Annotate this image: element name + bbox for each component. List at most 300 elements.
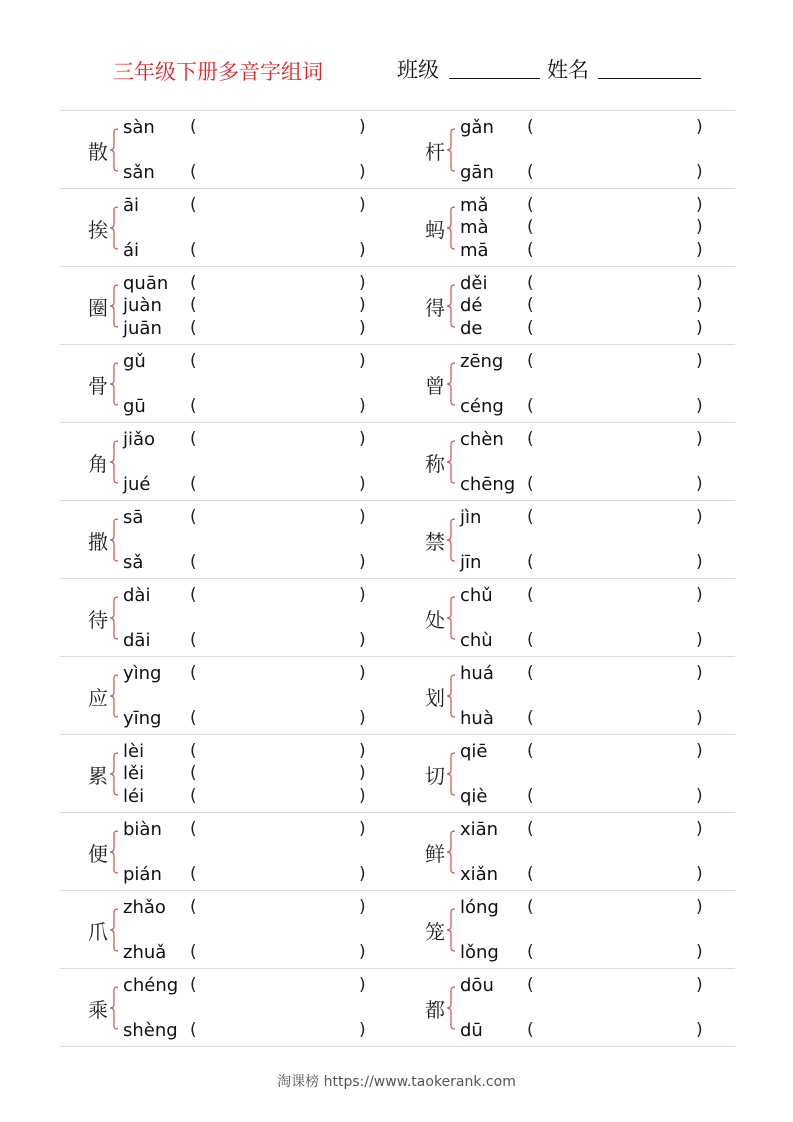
hanzi-character: 称 (425, 452, 445, 476)
answer-open-paren[interactable]: ( (190, 975, 197, 995)
pinyin-label: dū (460, 1020, 483, 1041)
hanzi-character: 笼 (425, 920, 445, 944)
reading-line (460, 786, 705, 808)
pinyin-label: dài (123, 585, 151, 606)
pinyin-label: de (460, 318, 483, 339)
hanzi-character: 杆 (425, 140, 445, 164)
polyphone-entry (60, 267, 397, 344)
brace-icon (446, 752, 456, 796)
brace-icon (109, 128, 119, 172)
pinyin-label: zhuǎ (123, 942, 167, 963)
polyphone-entry (397, 579, 735, 656)
pinyin-label: shèng (123, 1020, 178, 1041)
answer-open-paren[interactable]: ( (527, 162, 534, 182)
answer-close-paren[interactable]: ) (359, 942, 366, 962)
answer-close-paren[interactable]: ) (359, 507, 366, 527)
answer-open-paren[interactable]: ( (527, 396, 534, 416)
answer-close-paren[interactable]: ) (359, 763, 366, 783)
brace-icon (446, 206, 456, 250)
answer-close-paren[interactable]: ) (359, 663, 366, 683)
brace-icon (109, 518, 119, 562)
grid-row (60, 579, 735, 657)
answer-close-paren[interactable]: ) (696, 975, 703, 995)
pinyin-label: jìn (460, 507, 482, 528)
reading-line (460, 396, 705, 418)
reading-line (460, 897, 705, 919)
reading-line (460, 585, 705, 607)
answer-close-paren[interactable]: ) (359, 117, 366, 137)
reading-line (123, 552, 368, 574)
pinyin-label: chèn (460, 429, 504, 450)
answer-close-paren[interactable]: ) (696, 741, 703, 761)
polyphone-entry (60, 423, 397, 500)
brace-icon (446, 440, 456, 484)
polyphone-entry (60, 501, 397, 578)
reading-line (123, 295, 368, 317)
answer-close-paren[interactable]: ) (696, 318, 703, 338)
worksheet-title: 三年级下册多音字组词 (113, 60, 323, 84)
hanzi-character: 划 (425, 686, 445, 710)
polyphone-entry (60, 969, 397, 1046)
answer-open-paren[interactable]: ( (527, 474, 534, 494)
answer-open-paren[interactable]: ( (190, 429, 197, 449)
reading-line (460, 429, 705, 451)
polyphone-entry (397, 111, 735, 188)
answer-close-paren[interactable]: ) (359, 295, 366, 315)
pinyin-label: āi (123, 195, 140, 216)
hanzi-character: 累 (88, 764, 108, 788)
answer-open-paren[interactable]: ( (190, 318, 197, 338)
reading-line (460, 507, 705, 529)
brace-icon (109, 440, 119, 484)
answer-close-paren[interactable]: ) (696, 552, 703, 572)
pinyin-label: céng (460, 396, 504, 417)
answer-open-paren[interactable]: ( (527, 507, 534, 527)
polyphone-entry (60, 345, 397, 422)
reading-line (123, 786, 368, 808)
answer-close-paren[interactable]: ) (359, 741, 366, 761)
brace-icon (446, 518, 456, 562)
answer-close-paren[interactable]: ) (359, 474, 366, 494)
pinyin-label: yīng (123, 708, 162, 729)
pinyin-label: qiē (460, 741, 488, 762)
answer-open-paren[interactable]: ( (190, 630, 197, 650)
pinyin-label: huà (460, 708, 494, 729)
reading-line (460, 975, 705, 997)
pinyin-label: lóng (460, 897, 499, 918)
answer-open-paren[interactable]: ( (527, 708, 534, 728)
answer-open-paren[interactable]: ( (190, 474, 197, 494)
reading-line (123, 351, 368, 373)
polyphone-entry (60, 657, 397, 734)
polyphone-entry (397, 891, 735, 968)
answer-open-paren[interactable]: ( (190, 1020, 197, 1040)
pinyin-label: juàn (123, 295, 162, 316)
brace-icon (446, 986, 456, 1030)
answer-open-paren[interactable]: ( (527, 195, 534, 215)
grid-row (60, 969, 735, 1047)
polyphone-entry (60, 579, 397, 656)
reading-line (123, 429, 368, 451)
hanzi-character: 禁 (425, 530, 445, 554)
pinyin-label: mā (460, 240, 489, 261)
reading-line (123, 1020, 368, 1042)
polyphone-entry (397, 813, 735, 890)
answer-close-paren[interactable]: ) (696, 585, 703, 605)
pinyin-label: xiān (460, 819, 499, 840)
brace-icon (109, 206, 119, 250)
polyphone-grid (60, 110, 735, 1047)
hanzi-character: 待 (88, 608, 108, 632)
reading-line (123, 585, 368, 607)
answer-close-paren[interactable]: ) (696, 630, 703, 650)
reading-line (460, 351, 705, 373)
hanzi-character: 切 (425, 764, 445, 788)
answer-open-paren[interactable]: ( (527, 975, 534, 995)
answer-open-paren[interactable]: ( (190, 819, 197, 839)
reading-line (460, 819, 705, 841)
pinyin-label: dé (460, 295, 483, 316)
brace-icon (446, 362, 456, 406)
pinyin-label: lǒng (460, 942, 499, 963)
reading-line (460, 318, 705, 340)
reading-line (123, 474, 368, 496)
polyphone-entry (60, 891, 397, 968)
reading-line (460, 663, 705, 685)
answer-close-paren[interactable]: ) (696, 942, 703, 962)
answer-open-paren[interactable]: ( (190, 117, 197, 137)
pinyin-label: lěi (123, 763, 145, 784)
reading-line (460, 708, 705, 730)
answer-open-paren[interactable]: ( (527, 318, 534, 338)
reading-line (123, 708, 368, 730)
brace-icon (109, 752, 119, 796)
pinyin-label: xiǎn (460, 864, 499, 885)
answer-close-paren[interactable]: ) (696, 217, 703, 237)
grid-row (60, 735, 735, 813)
answer-close-paren[interactable]: ) (696, 663, 703, 683)
pinyin-label: sǎn (123, 162, 155, 183)
answer-close-paren[interactable]: ) (359, 162, 366, 182)
name-label: 姓名 (547, 58, 589, 82)
answer-close-paren[interactable]: ) (696, 162, 703, 182)
answer-open-paren[interactable]: ( (190, 663, 197, 683)
answer-close-paren[interactable]: ) (359, 429, 366, 449)
answer-open-paren[interactable]: ( (527, 273, 534, 293)
brace-icon (109, 596, 119, 640)
answer-open-paren[interactable]: ( (190, 786, 197, 806)
answer-open-paren[interactable]: ( (190, 864, 197, 884)
answer-close-paren[interactable]: ) (359, 708, 366, 728)
answer-open-paren[interactable]: ( (527, 897, 534, 917)
reading-line (123, 975, 368, 997)
pinyin-label: huá (460, 663, 494, 684)
brace-icon (109, 362, 119, 406)
pinyin-label: ái (123, 240, 140, 261)
reading-line (123, 273, 368, 295)
polyphone-entry (60, 111, 397, 188)
polyphone-entry (397, 189, 735, 266)
hanzi-character: 散 (88, 140, 108, 164)
answer-open-paren[interactable]: ( (190, 396, 197, 416)
pinyin-label: qiè (460, 786, 488, 807)
pinyin-label: gǎn (460, 117, 494, 138)
brace-icon (109, 674, 119, 718)
pinyin-label: dōu (460, 975, 494, 996)
hanzi-character: 处 (425, 608, 445, 632)
reading-line (123, 240, 368, 262)
answer-open-paren[interactable]: ( (190, 708, 197, 728)
hanzi-character: 鲜 (425, 842, 445, 866)
pinyin-label: děi (460, 273, 488, 294)
answer-close-paren[interactable]: ) (696, 295, 703, 315)
brace-icon (446, 284, 456, 328)
answer-open-paren[interactable]: ( (527, 585, 534, 605)
polyphone-entry (397, 423, 735, 500)
answer-open-paren[interactable]: ( (527, 741, 534, 761)
polyphone-entry (397, 267, 735, 344)
class-label: 班级 (397, 58, 439, 82)
reading-line (123, 763, 368, 785)
answer-close-paren[interactable]: ) (696, 507, 703, 527)
answer-open-paren[interactable]: ( (527, 351, 534, 371)
pinyin-label: lèi (123, 741, 145, 762)
grid-row (60, 501, 735, 579)
answer-close-paren[interactable]: ) (696, 273, 703, 293)
answer-open-paren[interactable]: ( (527, 630, 534, 650)
answer-close-paren[interactable]: ) (696, 429, 703, 449)
polyphone-entry (60, 189, 397, 266)
answer-open-paren[interactable]: ( (527, 819, 534, 839)
grid-row (60, 111, 735, 189)
reading-line (460, 162, 705, 184)
pinyin-label: chéng (123, 975, 179, 996)
pinyin-label: mà (460, 217, 489, 238)
brace-icon (109, 986, 119, 1030)
answer-close-paren[interactable]: ) (696, 708, 703, 728)
reading-line (460, 217, 705, 239)
pinyin-label: dāi (123, 630, 151, 651)
pinyin-label: jué (123, 474, 151, 495)
pinyin-label: chēng (460, 474, 516, 495)
answer-close-paren[interactable]: ) (696, 474, 703, 494)
polyphone-entry (60, 735, 397, 812)
answer-close-paren[interactable]: ) (696, 396, 703, 416)
reading-line (123, 117, 368, 139)
answer-close-paren[interactable]: ) (696, 117, 703, 137)
pinyin-label: yìng (123, 663, 162, 684)
reading-line (460, 942, 705, 964)
pinyin-label: gǔ (123, 351, 146, 372)
reading-line (460, 864, 705, 886)
answer-open-paren[interactable]: ( (527, 429, 534, 449)
hanzi-character: 撒 (88, 530, 108, 554)
answer-close-paren[interactable]: ) (696, 864, 703, 884)
brace-icon (446, 908, 456, 952)
hanzi-character: 爪 (88, 920, 108, 944)
brace-icon (109, 284, 119, 328)
reading-line (123, 630, 368, 652)
answer-open-paren[interactable]: ( (190, 295, 197, 315)
pinyin-label: juān (123, 318, 162, 339)
answer-open-paren[interactable]: ( (190, 273, 197, 293)
reading-line (123, 741, 368, 763)
brace-icon (446, 830, 456, 874)
hanzi-character: 都 (425, 998, 445, 1022)
answer-close-paren[interactable]: ) (359, 864, 366, 884)
hanzi-character: 得 (425, 296, 445, 320)
answer-open-paren[interactable]: ( (190, 195, 197, 215)
reading-line (123, 819, 368, 841)
name-blank[interactable] (598, 78, 701, 79)
brace-icon (446, 596, 456, 640)
answer-close-paren[interactable]: ) (359, 786, 366, 806)
answer-open-paren[interactable]: ( (190, 763, 197, 783)
answer-open-paren[interactable]: ( (190, 240, 197, 260)
grid-row (60, 657, 735, 735)
pinyin-label: chǔ (460, 585, 493, 606)
reading-line (123, 507, 368, 529)
pinyin-label: sàn (123, 117, 155, 138)
brace-icon (446, 674, 456, 718)
pinyin-label: pián (123, 864, 162, 885)
reading-line (460, 474, 705, 496)
grid-row (60, 891, 735, 969)
answer-close-paren[interactable]: ) (696, 786, 703, 806)
hanzi-character: 应 (88, 686, 108, 710)
answer-close-paren[interactable]: ) (696, 195, 703, 215)
reading-line (123, 195, 368, 217)
brace-icon (109, 830, 119, 874)
answer-close-paren[interactable]: ) (359, 396, 366, 416)
reading-line (123, 897, 368, 919)
pinyin-label: mǎ (460, 195, 489, 216)
reading-line (460, 240, 705, 262)
answer-open-paren[interactable]: ( (527, 295, 534, 315)
answer-open-paren[interactable]: ( (527, 552, 534, 572)
answer-open-paren[interactable]: ( (190, 585, 197, 605)
answer-close-paren[interactable]: ) (359, 585, 366, 605)
grid-row (60, 813, 735, 891)
answer-open-paren[interactable]: ( (190, 942, 197, 962)
hanzi-character: 蚂 (425, 218, 445, 242)
answer-open-paren[interactable]: ( (527, 786, 534, 806)
answer-open-paren[interactable]: ( (527, 663, 534, 683)
reading-line (123, 864, 368, 886)
reading-line (460, 741, 705, 763)
pinyin-label: zēng (460, 351, 504, 372)
brace-icon (446, 128, 456, 172)
answer-open-paren[interactable]: ( (527, 117, 534, 137)
answer-open-paren[interactable]: ( (527, 217, 534, 237)
reading-line (123, 162, 368, 184)
answer-open-paren[interactable]: ( (190, 351, 197, 371)
pinyin-label: zhǎo (123, 897, 166, 918)
brace-icon (109, 908, 119, 952)
reading-line (460, 195, 705, 217)
answer-close-paren[interactable]: ) (359, 552, 366, 572)
pinyin-label: léi (123, 786, 145, 807)
polyphone-entry (60, 813, 397, 890)
pinyin-label: jīn (460, 552, 482, 573)
pinyin-label: quān (123, 273, 169, 294)
pinyin-label: biàn (123, 819, 162, 840)
answer-close-paren[interactable]: ) (359, 1020, 366, 1040)
answer-close-paren[interactable]: ) (696, 819, 703, 839)
answer-open-paren[interactable]: ( (527, 864, 534, 884)
answer-close-paren[interactable]: ) (359, 975, 366, 995)
hanzi-character: 乘 (88, 998, 108, 1022)
reading-line (123, 396, 368, 418)
hanzi-character: 曾 (425, 374, 445, 398)
reading-line (460, 117, 705, 139)
answer-open-paren[interactable]: ( (190, 552, 197, 572)
reading-line (123, 942, 368, 964)
footer-watermark: 淘课榜 https://www.taokerank.com (277, 1074, 516, 1090)
grid-row (60, 423, 735, 501)
answer-open-paren[interactable]: ( (190, 162, 197, 182)
pinyin-label: gān (460, 162, 494, 183)
answer-open-paren[interactable]: ( (527, 240, 534, 260)
reading-line (460, 552, 705, 574)
answer-close-paren[interactable]: ) (359, 240, 366, 260)
answer-close-paren[interactable]: ) (696, 240, 703, 260)
reading-line (123, 318, 368, 340)
hanzi-character: 便 (88, 842, 108, 866)
answer-open-paren[interactable]: ( (190, 507, 197, 527)
answer-open-paren[interactable]: ( (527, 942, 534, 962)
answer-close-paren[interactable]: ) (359, 318, 366, 338)
hanzi-character: 骨 (88, 374, 108, 398)
hanzi-character: 圈 (88, 296, 108, 320)
answer-close-paren[interactable]: ) (359, 630, 366, 650)
polyphone-entry (397, 345, 735, 422)
answer-close-paren[interactable]: ) (359, 351, 366, 371)
answer-close-paren[interactable]: ) (696, 897, 703, 917)
grid-row (60, 267, 735, 345)
answer-close-paren[interactable]: ) (359, 273, 366, 293)
reading-line (460, 630, 705, 652)
grid-row (60, 345, 735, 423)
hanzi-character: 挨 (88, 218, 108, 242)
pinyin-label: chù (460, 630, 493, 651)
answer-close-paren[interactable]: ) (696, 351, 703, 371)
pinyin-label: sā (123, 507, 144, 528)
reading-line (460, 1020, 705, 1042)
reading-line (123, 663, 368, 685)
reading-line (460, 295, 705, 317)
answer-open-paren[interactable]: ( (190, 897, 197, 917)
answer-open-paren[interactable]: ( (527, 1020, 534, 1040)
answer-close-paren[interactable]: ) (359, 195, 366, 215)
polyphone-entry (397, 735, 735, 812)
polyphone-entry (397, 969, 735, 1046)
pinyin-label: sǎ (123, 552, 144, 573)
answer-close-paren[interactable]: ) (696, 1020, 703, 1040)
class-blank[interactable] (449, 78, 540, 79)
answer-open-paren[interactable]: ( (190, 741, 197, 761)
answer-close-paren[interactable]: ) (359, 897, 366, 917)
page-header (0, 52, 793, 88)
grid-row (60, 189, 735, 267)
hanzi-character: 角 (88, 452, 108, 476)
pinyin-label: gū (123, 396, 146, 417)
pinyin-label: jiǎo (123, 429, 156, 450)
polyphone-entry (397, 657, 735, 734)
polyphone-entry (397, 501, 735, 578)
reading-line (460, 273, 705, 295)
answer-close-paren[interactable]: ) (359, 819, 366, 839)
